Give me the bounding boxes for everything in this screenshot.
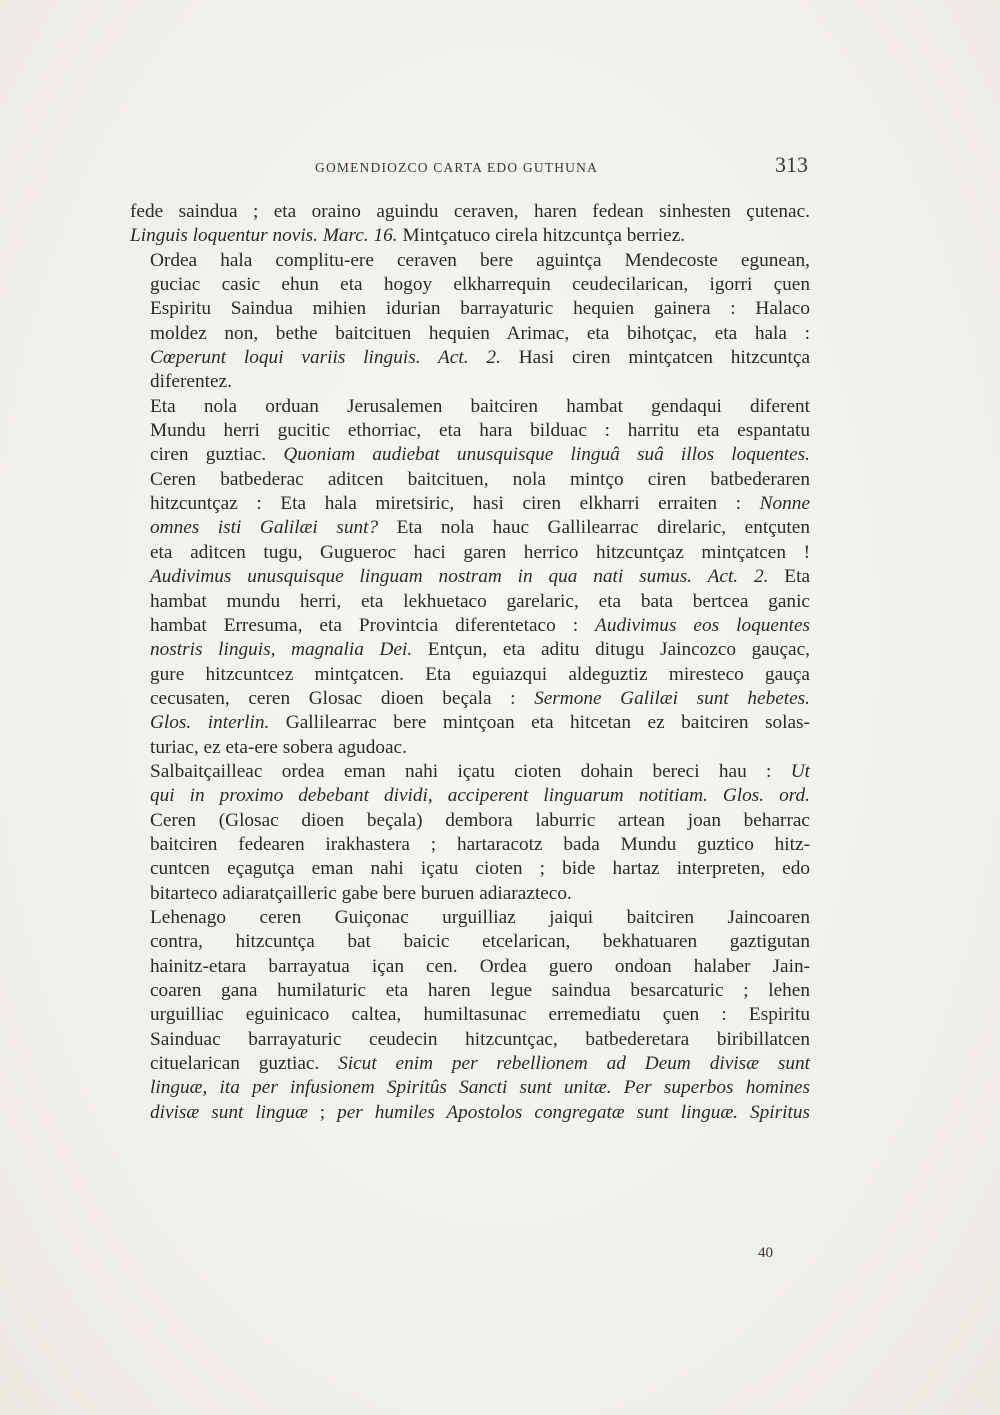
text-line: linguæ, ita per infusionem Spiritûs Sancti sunt unitæ. Per superbos homines [150,1077,810,1099]
text-line: Ceren (Glosac dioen beçala) dembora laburric artean joan beharrac [150,809,810,831]
text-line: Glos. interlin. Gallilearrac bere mintçoan eta hitcetan ez baitciren solas- [150,712,810,734]
text-line: Espiritu Saindua mihien idurian barrayaturic hequien gainera : Halaco [150,298,810,320]
page-header [130,150,810,186]
text-line: cituelarican guztiac. Sicut enim per rebellionem ad Deum divisæ sunt [150,1053,810,1075]
text-line: baitciren fedearen irakhastera ; hartaracotz bada Mundu guztico hitz- [150,833,810,855]
text-line: Sainduac barrayaturic ceudecin hitzcuntçac, batbederetara biribillatcen [150,1028,810,1050]
text-line: Ceren batbederac aditcen baitcituen, nola mintço ciren batbederaren [150,468,810,490]
text-line: turiac, ez eta-ere sobera agudoac. [150,736,407,758]
running-head: GOMENDIOZCO CARTA EDO GUTHUNA [315,160,599,175]
text-line: ciren guztiac. Quoniam audiebat unusquisque linguâ suâ illos loquentes. [150,444,810,466]
paragraph-5 [130,906,810,1125]
text-line: fede saindua ; eta oraino aguindu ceraven, haren fedean sinhesten çutenac. [130,201,810,222]
text-line: hainitz-etara barrayatua içan cen. Ordea guero ondoan halaber Jain- [150,955,810,977]
text-line: coaren gana humilaturic eta haren legue saindua besarcaturic ; lehen [150,980,810,1001]
text-line: Ordea hala complitu-ere ceraven bere aguintça Mendecoste egunean, [150,249,810,271]
text-line: diferentez. [150,371,232,393]
text-line: moldez non, bethe baitcituen hequien Arimac, eta bihotçac, eta hala : [150,322,810,344]
text-line: Audivimus unusquisque linguam nostram in qua nati sumus. Act. 2. Eta [150,566,810,588]
signature-mark: 40 [758,1245,773,1261]
page-number: 313 [775,152,808,177]
text-line: cecusaten, ceren Glosac dioen beçala : Sermone Galilæi sunt hebetes. [150,687,811,709]
paragraph-3 [130,395,810,760]
text-line: nostris linguis, magnalia Dei. Entçun, eta aditu ditugu Jaincozco gauçac, [150,639,810,661]
text-line: Linguis loquentur novis. Marc. 16. Mintçatuco cirela hitzcuntça berriez. [130,225,686,247]
text-line: Eta nola orduan Jerusalemen baitciren hambat gendaqui diferent [150,395,810,417]
text-line: Cœperunt loqui variis linguis. Act. 2. Hasi ciren mintçatcen hitzcuntça [150,347,810,369]
text-line: hitzcuntçaz : Eta hala miretsiric, hasi ciren elkharri erraiten : Nonne [150,493,810,515]
text-line: Lehenago ceren Guiçonac urguilliaz jaiqui baitciren Jaincoaren [150,906,810,928]
text-line: guciac casic ehun eta hogoy elkharrequin ceudecilarican, igorri çuen [150,274,810,296]
text-line: qui in proximo debebant dividi, acciperent linguarum notitiam. Glos. ord. [150,785,810,807]
text-line: omnes isti Galilæi sunt? Eta nola hauc Gallilearrac direlaric, entçuten [150,517,810,539]
text-line: hambat mundu herri, eta lekhuetaco garelaric, eta bata bertcea ganic [150,590,810,612]
text-line: divisæ sunt linguæ ; per humiles Apostolos congregatæ sunt linguæ. Spiritus [150,1101,810,1123]
paragraph-2 [130,249,810,395]
text-line: Salbaitçailleac ordea eman nahi içatu cioten dohain bereci hau : Ut [150,760,810,782]
text-line: gure hitzcuntcez mintçatcen. Eta eguiazqui aldeguztiz miresteco gauça [150,663,810,685]
text-line: urguilliac eguinicaco caltea, humiltasunac erremediatu çuen : Espiritu [150,1004,810,1026]
text-line: eta aditcen tugu, Gugueroc haci garen herrico hitzcuntçaz mintçatcen ! [150,541,810,563]
text-line: Mundu herri gucitic ethorriac, eta hara bilduac : harritu eta espantatu [150,420,810,442]
text-line: bitarteco adiaratçailleric gabe bere buruen adiarazteco. [150,882,572,904]
text-line: hambat Erresuma, eta Provintcia diferentetaco : Audivimus eos loquentes [150,614,811,636]
paragraph-4 [130,760,810,906]
paragraph-1 [130,200,810,249]
text-line: contra, hitzcuntça bat baicic etcelarican, bekhatuaren gaztigutan [150,931,810,953]
text-line: cuntcen eçagutça eman nahi içatu cioten ; bide hartaz interpreten, edo [150,858,810,880]
body-text [130,200,810,1125]
